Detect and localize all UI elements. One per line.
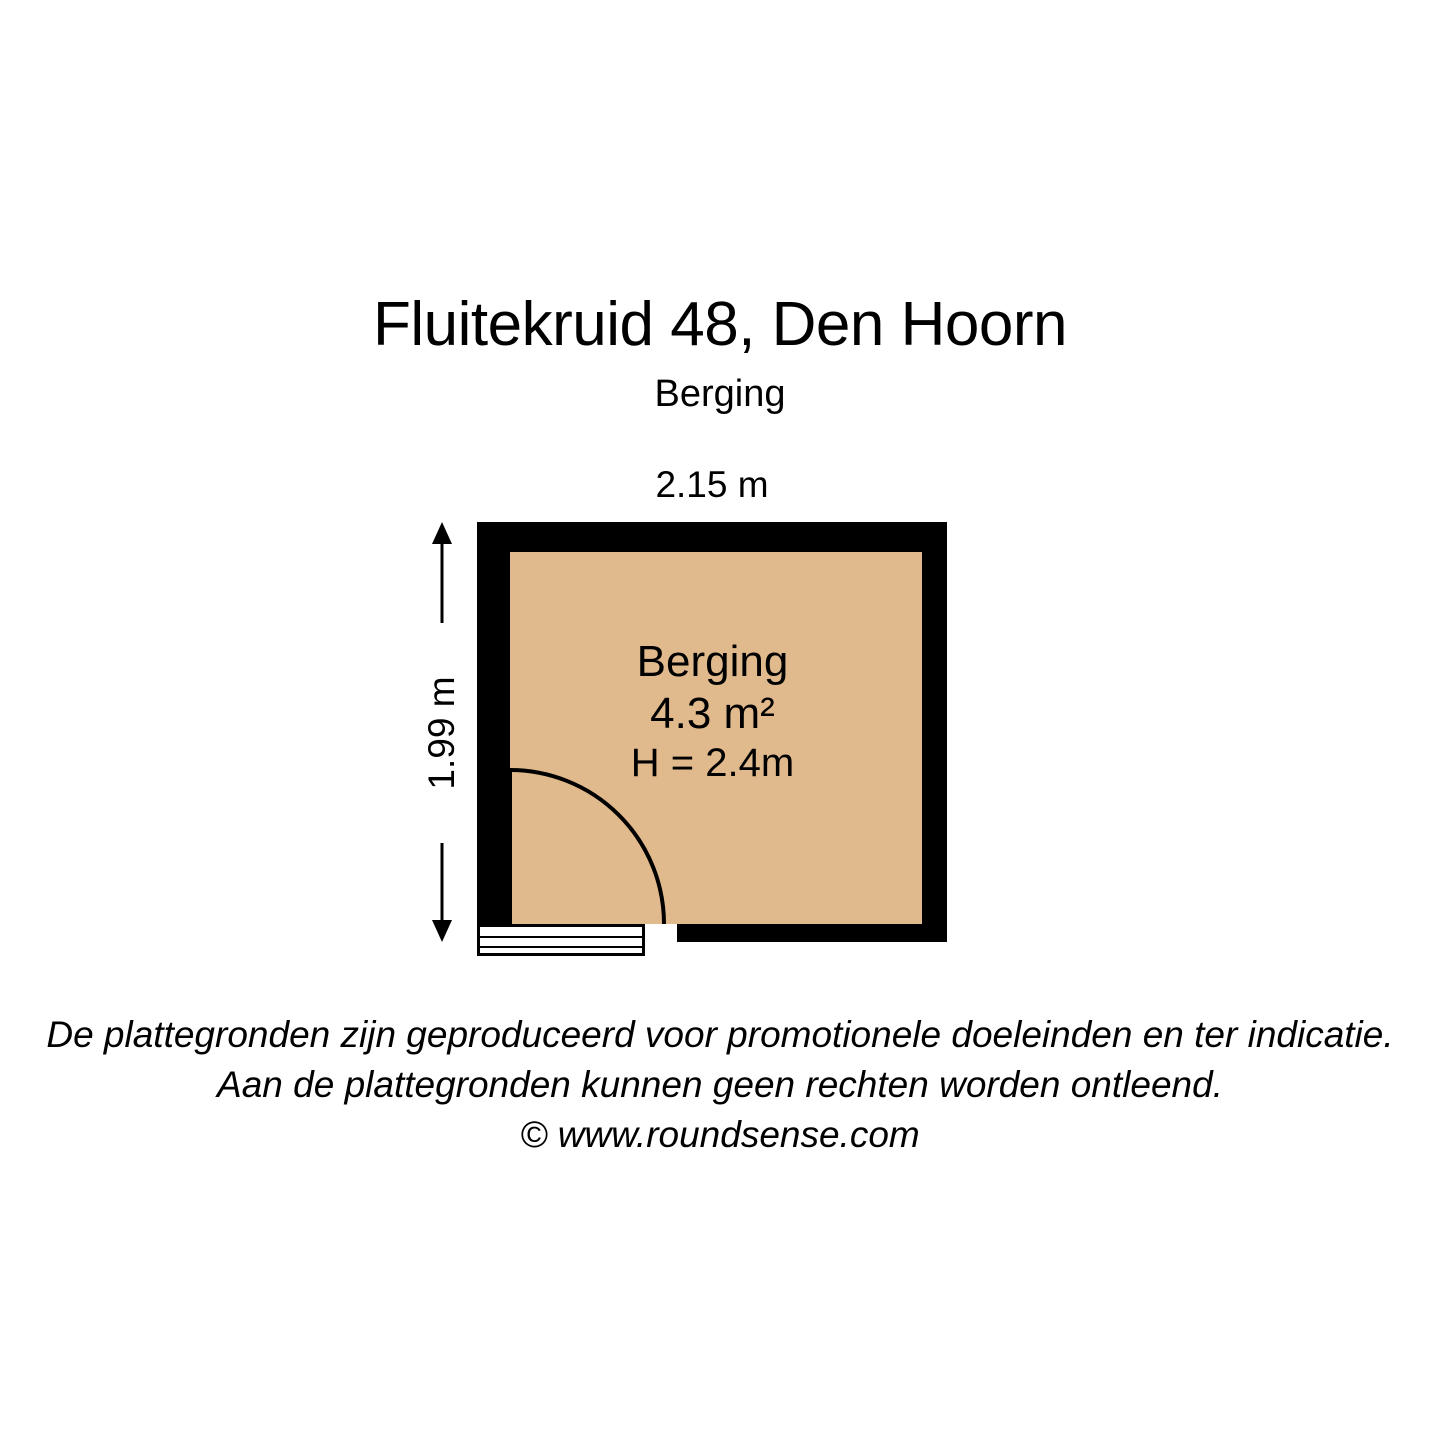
dimension-height	[420, 522, 464, 942]
room-area: 4.3 m²	[650, 688, 775, 738]
floorplan-drawing	[420, 450, 1020, 980]
disclaimer-line-1: De plattegronden zijn geproduceerd voor promotionele doeleinden en ter indicatie.	[46, 1014, 1394, 1055]
disclaimer	[0, 1010, 1440, 1160]
page-subtitle: Berging	[654, 373, 786, 415]
dimension-height-label: 1.99 m	[421, 623, 463, 843]
room-name: Berging	[636, 637, 789, 686]
disclaimer-copyright: © www.roundsense.com	[520, 1113, 920, 1155]
disclaimer-line-2: Aan de plattegronden kunnen geen rechten worden ontleend.	[217, 1063, 1223, 1105]
room-height: H = 2.4m	[630, 740, 795, 785]
dimension-width-label: 2.15 m	[477, 464, 947, 506]
page-title: Fluitekruid 48, Den Hoorn	[373, 290, 1067, 359]
door-threshold	[477, 924, 645, 956]
dimension-width	[477, 464, 947, 512]
room-label	[510, 636, 915, 787]
door-swing-arc	[508, 768, 666, 926]
